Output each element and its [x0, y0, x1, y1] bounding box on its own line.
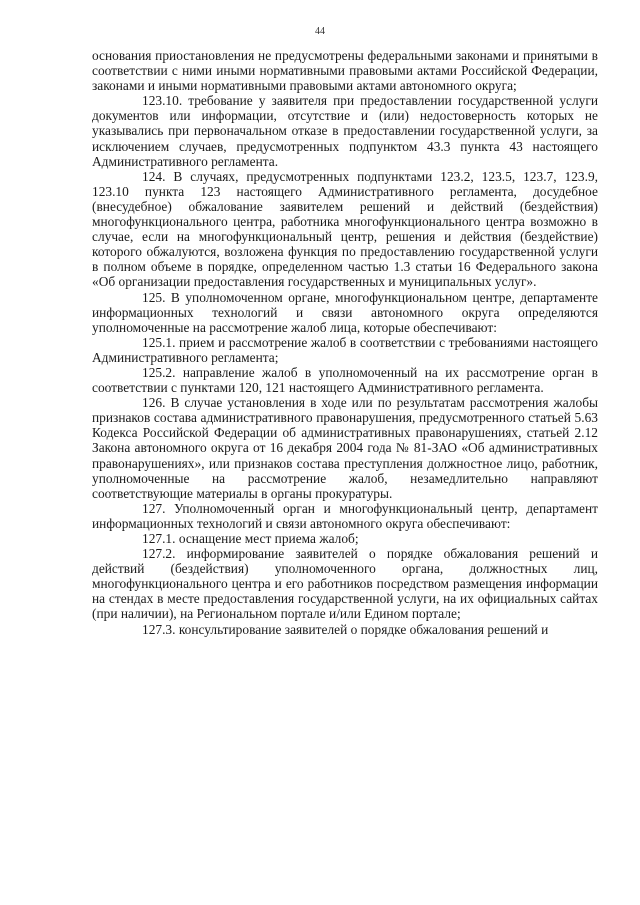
- paragraph-127-2: 127.2. информирование заявителей о порядке обжалования решений и действий (бездействия) уполномоченного органа, должностных лиц, многофункционального центра и его работников посредством размещения информации на стендах в месте предоставления государственной услуги, на их официальных сайтах (при наличии), на Региональном портале и/или Едином портале;: [92, 546, 598, 622]
- paragraph-125: 125. В уполномоченном органе, многофункциональном центре, департаменте информационных технологий и связи автономного округа определяются уполномоченные на рассмотрение жалоб лица, которые обеспечивают:: [92, 289, 598, 335]
- paragraph-126: 126. В случае установления в ходе или по результатам рассмотрения жалобы признаков состава административного правонарушения, предусмотренного статьей 5.63 Кодекса Российской Федерации об административных правонарушениях, статьей 2.12 Закона автономного округа от 16 декабря 2004 года № 81-ЗАО «Об административных правонарушениях», или признаков состава преступления должностное лицо, работник, уполномоченные на рассмотрение жалоб, незамедлительно направляют соответствующие материалы в органы прокуратуры.: [92, 395, 598, 501]
- paragraph-127-1: 127.1. оснащение мест приема жалоб;: [142, 531, 359, 546]
- paragraph-127-3: 127.3. консультирование заявителей о порядке обжалования решений и: [142, 621, 549, 637]
- paragraph-124: 124. В случаях, предусмотренных подпунктами 123.2, 123.5, 123.7, 123.9, 123.10 пункта 123 настоящего Административного регламента, досудебное (внесудебное) обжалование заявителем решений и действий (бездействия) многофункционального центра, работника многофункционального центра возможно в случае, если на многофункциональный центр, решения и действия (бездействие) которого обжалуются, возложена функция по предоставлению государственной услуги в полном объеме в порядке, определенном частью 1.3 статьи 16 Федерального закона «Об организации предоставления государственных и муниципальных услуг».: [92, 168, 598, 290]
- paragraph-125-1: 125.1. прием и рассмотрение жалоб в соответствии с требованиями настоящего Административного регламента;: [92, 334, 598, 365]
- paragraph-123-10: 123.10. требование у заявителя при предоставлении государственной услуги документов или информации, отсутствие и (или) недостоверность которых не указывались при первоначальном отказе в предоставлении государственной услуги, за исключением случаев, предусмотренных подпунктом 43.3 пункта 43 настоящего Административного регламента.: [92, 93, 598, 169]
- document-body: [92, 48, 598, 637]
- paragraph-125-2: 125.2. направление жалоб в уполномоченный на их рассмотрение орган в соответствии с пунктами 120, 121 настоящего Административного регламента.: [92, 364, 598, 396]
- page-number: 44: [315, 26, 325, 37]
- paragraph-127: 127. Уполномоченный орган и многофункциональный центр, департамент информационных технологий и связи автономного округа обеспечивают:: [92, 500, 598, 531]
- paragraph-continuation: основания приостановления не предусмотрены федеральными законами и принятыми в соответствии с ними иными нормативными правовыми актами Российской Федерации, законами и иными нормативными правовыми актами автономного округа;: [92, 48, 598, 94]
